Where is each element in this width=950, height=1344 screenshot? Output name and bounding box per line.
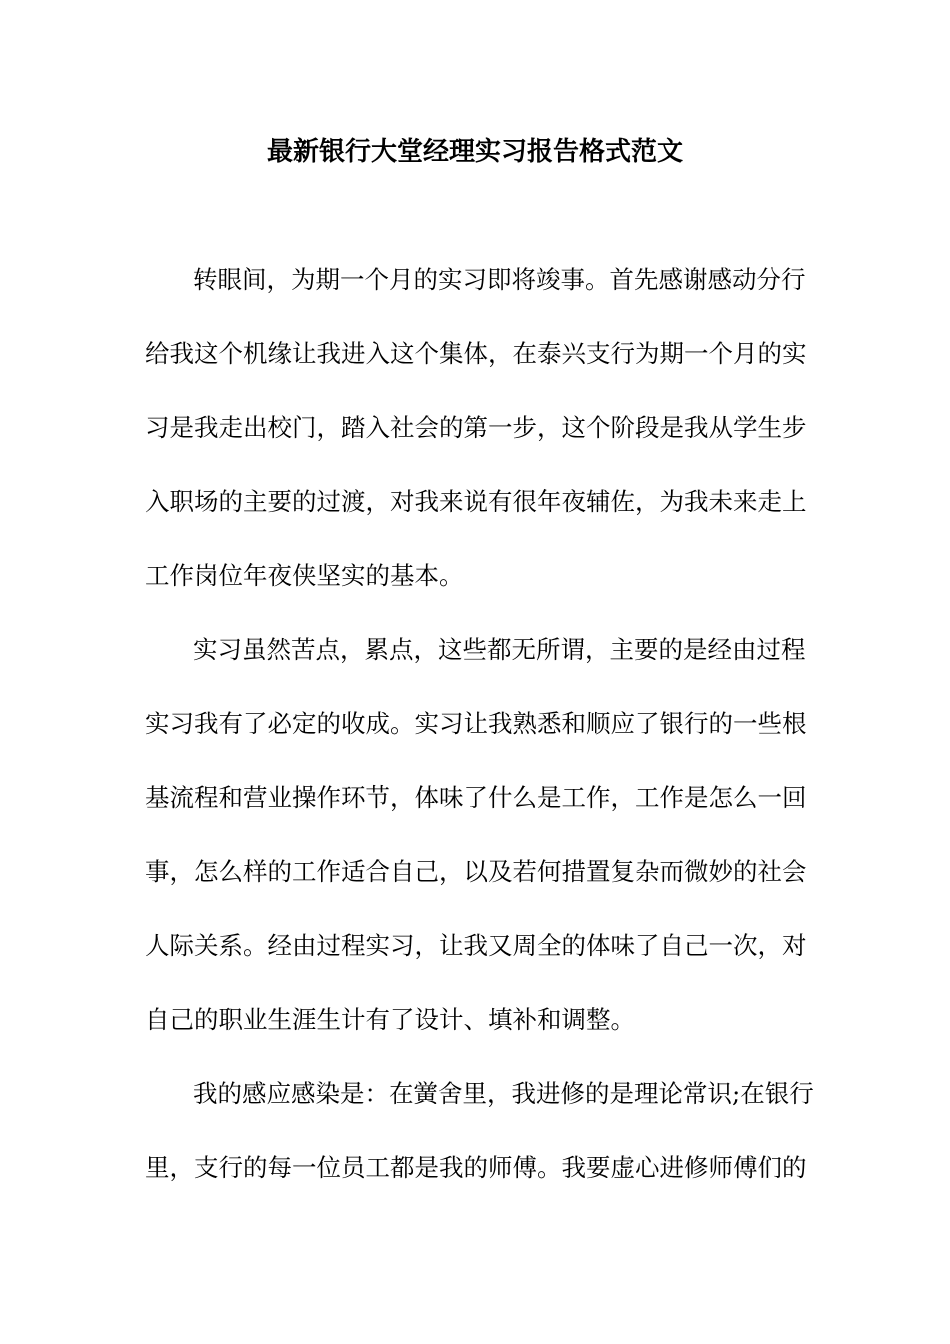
document-title: 最新银行大堂经理实习报告格式范文: [266, 137, 683, 167]
paragraph-2-line-6: 自己的职业生涯生计有了设计、填补和调整。: [145, 1005, 635, 1034]
paragraph-1-line-2: 给我这个机缘让我进入这个集体，在泰兴支行为期一个月的实: [145, 339, 807, 368]
paragraph-1-line-3: 习是我走出校门，踏入社会的第一步，这个阶段是我从学生步: [145, 413, 807, 442]
paragraph-3-line-1: 我的感应感染是：在黉舍里，我进修的是理论常识;在银行: [193, 1079, 814, 1108]
paragraph-1-line-4: 入职场的主要的过渡，对我来说有很年夜辅佐，为我未来走上: [145, 487, 807, 516]
paragraph-3-line-2: 里，支行的每一位员工都是我的师傅。我要虚心进修师傅们的: [145, 1153, 807, 1182]
paragraph-2-line-5: 人际关系。经由过程实习，让我又周全的体味了自己一次，对: [145, 931, 807, 960]
paragraph-2-line-4: 事，怎么样的工作适合自己，以及若何措置复杂而微妙的社会: [145, 857, 807, 886]
paragraph-2-line-3: 基流程和营业操作环节，体味了什么是工作，工作是怎么一回: [145, 783, 807, 812]
paragraph-1-line-1: 转眼间，为期一个月的实习即将竣事。首先感谢感动分行: [193, 265, 806, 294]
paragraph-2-line-1: 实习虽然苦点，累点，这些都无所谓，主要的是经由过程: [193, 635, 806, 664]
paragraph-1-line-5: 工作岗位年夜侠坚实的基本。: [145, 561, 464, 590]
paragraph-2-line-2: 实习我有了必定的收成。实习让我熟悉和顺应了银行的一些根: [145, 709, 807, 738]
